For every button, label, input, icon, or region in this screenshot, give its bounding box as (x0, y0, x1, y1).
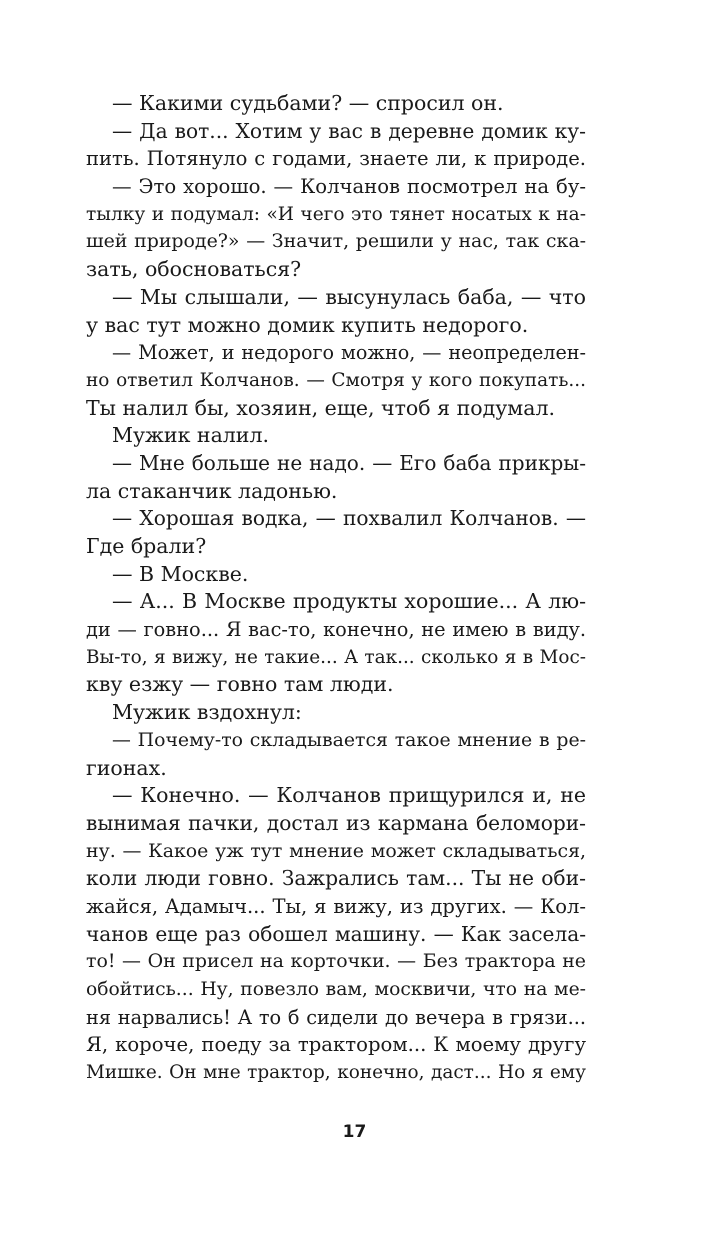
body-text (86, 90, 586, 1087)
text-line: — Какими судьбами? — спросил он. (112, 91, 504, 115)
text-line: пить. Потянуло с годами, знаете ли, к природе. (86, 147, 586, 171)
text-line: кву езжу — говно там люди. (86, 672, 394, 697)
text-line: у вас тут можно домик купить недорого. (86, 312, 529, 337)
text-line: обойтись... Ну, повезло вам, москвичи, что на ме- (86, 979, 586, 1000)
text-line: — Почему-то складывается такое мнение в ре- (112, 728, 586, 751)
text-line: Ты налил бы, хозяин, еще, чтоб я подумал. (86, 395, 555, 420)
text-line: вынимая пачки, достал из кармана беломори- (86, 810, 586, 835)
text-line: Я, короче, поеду за трактором... К моему другу (86, 1033, 586, 1057)
text-line: но ответил Колчанов. — Смотря у кого покупать... (86, 369, 586, 391)
text-line: — А... В Москве продукты хорошие... А лю- (112, 589, 586, 614)
text-line: — Может, и недорого можно, — неопределен- (112, 341, 586, 365)
text-line: чанов еще раз обошел машину. — Как засела- (86, 921, 586, 946)
text-line: Где брали? (86, 534, 207, 558)
text-line: — Да вот... Хотим у вас в деревне домик ку- (112, 118, 586, 143)
page-number: 17 (342, 1122, 367, 1142)
text-line: тылку и подумал: «И чего это тянет носатых к на- (86, 203, 586, 225)
text-line: — Мне больше не надо. — Его баба прикры- (112, 450, 586, 475)
text-line: ну. — Какое уж тут мнение может складываться, (86, 839, 586, 862)
text-line: зать, обосноваться? (86, 257, 302, 282)
text-line: Мишке. Он мне трактор, конечно, даст... Но я ему (86, 1062, 586, 1084)
text-line: — Мы слышали, — высунулась баба, — что (112, 284, 586, 309)
text-line: ня нарвались! А то б сидели до вечера в грязи... (86, 1005, 586, 1029)
text-line: Мужик налил. (112, 423, 270, 448)
text-line: — В Москве. (112, 561, 249, 586)
text-line: — Это хорошо. — Колчанов посмотрел на бу- (112, 175, 586, 199)
text-line: Мужик вздохнул: (112, 700, 302, 725)
text-line: — Хорошая водка, — похвалил Колчанов. — (112, 506, 586, 531)
text-line: — Конечно. — Колчанов прищурился и, не (112, 783, 586, 808)
text-line: шей природе?» — Значит, решили у нас, так ска- (86, 230, 586, 253)
text-line: коли люди говно. Зажрались там... Ты не оби- (86, 866, 586, 891)
text-line: ла стаканчик ладонью. (86, 478, 338, 503)
text-line: жайся, Адамыч... Ты, я вижу, из других. — Кол- (86, 894, 586, 918)
text-line: Вы-то, я вижу, не такие... А так... сколько я в Мос- (86, 646, 586, 668)
text-line: гионах. (86, 755, 167, 780)
text-line: то! — Он присел на корточки. — Без трактора не (86, 950, 586, 973)
text-line: ди — говно... Я вас-то, конечно, не имею в виду. (86, 618, 586, 642)
